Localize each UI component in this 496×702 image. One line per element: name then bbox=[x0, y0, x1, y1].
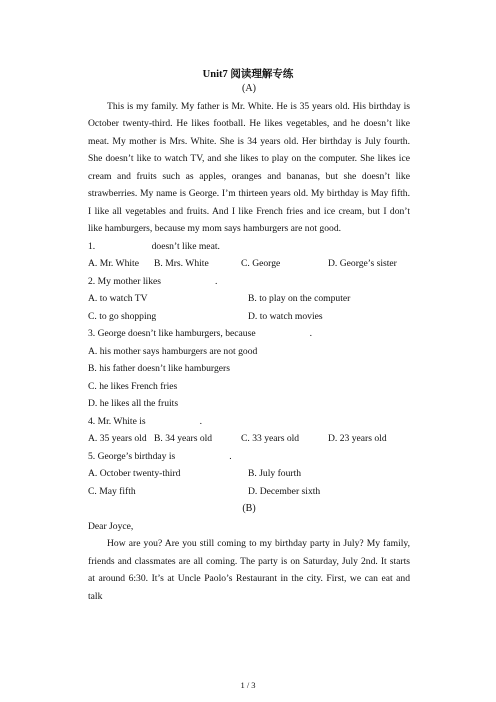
option: A. Mr. White bbox=[88, 258, 139, 269]
option: C. 33 years old bbox=[241, 433, 300, 444]
option: C. George bbox=[241, 258, 281, 269]
question-4-stem-end: . bbox=[199, 415, 203, 427]
option: A. his mother says hamburgers are not good bbox=[88, 345, 258, 357]
question-1-options bbox=[88, 255, 410, 273]
question-5-stem-start: 5. George’s birthday is bbox=[88, 450, 176, 462]
option: B. Mrs. White bbox=[154, 258, 209, 269]
option: C. he likes French fries bbox=[88, 380, 178, 392]
option: C. to go shopping bbox=[88, 310, 157, 322]
option: D. 23 years old bbox=[328, 433, 387, 444]
question-5-options-row-1 bbox=[88, 465, 410, 483]
question-1-stem-start: 1. bbox=[88, 240, 98, 252]
question-2-options-row-1 bbox=[88, 290, 410, 308]
question-5-stem-end: . bbox=[229, 450, 232, 462]
option: D. December sixth bbox=[248, 485, 321, 497]
option: B. 34 years old bbox=[154, 433, 213, 444]
question-2 bbox=[88, 273, 410, 291]
question-2-stem-start: 2. My mother likes bbox=[88, 275, 162, 287]
question-3-stem-end: . bbox=[309, 328, 312, 339]
question-4 bbox=[88, 413, 410, 431]
document-content bbox=[88, 80, 410, 605]
question-1-stem-end: doesn’t like meat. bbox=[151, 240, 220, 252]
option: B. his father doesn’t like hamburgers bbox=[88, 363, 230, 374]
question-5 bbox=[88, 448, 410, 466]
option: A. 35 years old bbox=[88, 433, 147, 444]
question-4-options bbox=[88, 430, 410, 448]
option: A. October twenty-third bbox=[88, 468, 181, 479]
question-3 bbox=[88, 325, 410, 343]
question-1 bbox=[88, 238, 410, 256]
question-5-options-row-2 bbox=[88, 483, 410, 501]
question-3-stem-start: 3. George doesn’t like hamburgers, because bbox=[88, 328, 256, 339]
option: A. to watch TV bbox=[88, 293, 148, 304]
question-2-stem-end: . bbox=[215, 275, 218, 287]
question-4-stem-start: 4. Mr. White is bbox=[88, 415, 146, 427]
letter-greeting: Dear Joyce, bbox=[88, 520, 134, 532]
section-a-label: (A) bbox=[242, 83, 256, 94]
page-number: 1 / 3 bbox=[240, 680, 256, 690]
passage-a: This is my family. My father is Mr. White. He is 35 years old. His birthday is October twenty-third. He likes football. He likes vegetables, and he doesn’t like meat. My mother is Mrs. White. She is 34 years old. Her birthday is July fourth. She doesn’t like to watch TV, and she likes to play on the computer. She likes ice cream and fruits such as apples, oranges and bananas, but she doesn’t like strawberries. My name is George. I’m thirteen years old. My birthday is May fifth. I like all vegetables and fruits. And I like French fries and ice cream, but I don’t like hamburgers, because my mom says hamburgers are not good. bbox=[88, 100, 410, 234]
passage-b: How are you? Are you still coming to my birthday party in July? My family, friends and classmates are all coming. The party is on Saturday, July 2nd. It starts at around 6:30. It’s at Uncle Paolo’s Restaurant in the city. First, we can eat and talk bbox=[88, 538, 410, 602]
option: D. George’s sister bbox=[328, 258, 397, 269]
option: D. he likes all the fruits bbox=[88, 398, 179, 409]
section-b-label: (B) bbox=[242, 503, 256, 514]
option: D. to watch movies bbox=[248, 310, 323, 322]
option: B. July fourth bbox=[248, 468, 302, 479]
option: B. to play on the computer bbox=[248, 293, 351, 304]
option: C. May fifth bbox=[88, 485, 136, 497]
page-title: Unit7 阅读理解专练 bbox=[202, 69, 294, 80]
question-2-options-row-2 bbox=[88, 308, 410, 326]
